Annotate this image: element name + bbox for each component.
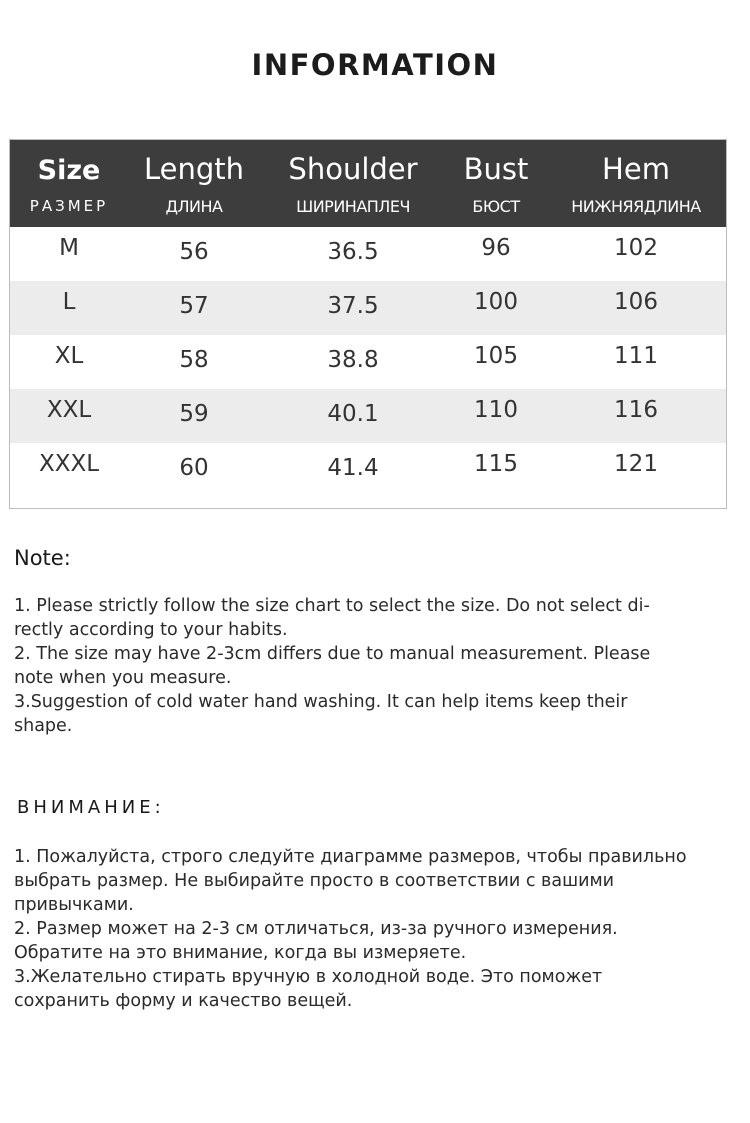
table-header bbox=[10, 140, 726, 227]
table-row bbox=[10, 443, 726, 508]
note-ru-text bbox=[14, 845, 729, 1013]
note-ru-line: 2. Размер может на 2-3 см отличаться, из-за ручного измерения. bbox=[14, 919, 618, 939]
note-ru-line: 1. Пожалуйста, строго следуйте диаграмме размеров, чтобы правильно bbox=[14, 847, 687, 867]
cell-hem: 121 bbox=[614, 451, 658, 477]
note-line: 1. Please strictly follow the size chart to select the size. Do not select di- bbox=[14, 596, 650, 616]
cell-hem: 102 bbox=[614, 235, 658, 261]
header-shoulder-en: Shoulder bbox=[288, 152, 418, 186]
header-size bbox=[10, 140, 128, 227]
cell-bust: 115 bbox=[474, 451, 518, 477]
header-bust-en: Bust bbox=[463, 152, 529, 186]
cell-length: 60 bbox=[179, 455, 209, 481]
header-bust-ru: БЮСТ bbox=[472, 197, 520, 216]
table-row bbox=[10, 281, 726, 335]
header-shoulder-ru: ШИРИНАПЛЕЧ bbox=[296, 197, 410, 216]
note-line: 2. The size may have 2-3cm differs due to manual measurement. Please bbox=[14, 644, 651, 664]
cell-length: 57 bbox=[179, 293, 209, 319]
note-ru-line: привычками. bbox=[14, 895, 134, 915]
note-text bbox=[14, 594, 714, 738]
cell-hem: 106 bbox=[614, 289, 658, 315]
table-row bbox=[10, 335, 726, 389]
cell-size: XL bbox=[54, 343, 84, 369]
note-ru-line: 3.Желательно стирать вручную в холодной воде. Это поможет bbox=[14, 967, 603, 987]
note-line: shape. bbox=[14, 716, 73, 736]
note-ru-line: Обратите на это внимание, когда вы измеряете. bbox=[14, 943, 467, 963]
cell-bust: 100 bbox=[474, 289, 518, 315]
cell-bust: 96 bbox=[481, 235, 511, 261]
header-hem-en: Hem bbox=[602, 152, 670, 186]
cell-bust: 105 bbox=[474, 343, 518, 369]
cell-shoulder: 37.5 bbox=[327, 293, 379, 319]
table-row bbox=[10, 389, 726, 443]
cell-length: 56 bbox=[179, 239, 209, 265]
cell-hem: 116 bbox=[614, 397, 658, 423]
note-line: note when you measure. bbox=[14, 668, 232, 688]
cell-size: XXL bbox=[46, 397, 92, 423]
cell-bust: 110 bbox=[474, 397, 518, 423]
note-line: rectly according to your habits. bbox=[14, 620, 288, 640]
header-bust bbox=[446, 140, 546, 227]
note-line: 3.Suggestion of cold water hand washing. It can help items keep their bbox=[14, 692, 628, 712]
note-heading: Note: bbox=[14, 546, 71, 570]
header-size-ru: РАЗМЕР bbox=[29, 197, 109, 215]
header-length bbox=[128, 140, 260, 227]
header-size-en: Size bbox=[37, 155, 101, 186]
cell-shoulder: 40.1 bbox=[327, 401, 379, 427]
cell-shoulder: 38.8 bbox=[327, 347, 379, 373]
cell-size: M bbox=[59, 235, 79, 261]
cell-length: 59 bbox=[179, 401, 209, 427]
cell-size: L bbox=[62, 289, 76, 315]
note-ru-heading: ВНИМАНИЕ: bbox=[17, 797, 165, 818]
header-length-ru: ДЛИНА bbox=[165, 197, 223, 216]
cell-shoulder: 36.5 bbox=[327, 239, 379, 265]
note-ru-line: выбрать размер. Не выбирайте просто в соответствии с вашими bbox=[14, 871, 615, 891]
header-shoulder bbox=[260, 140, 446, 227]
cell-size: XXXL bbox=[38, 451, 100, 477]
note-ru-line: сохранить форму и качество вещей. bbox=[14, 991, 353, 1011]
cell-hem: 111 bbox=[614, 343, 658, 369]
page-title: INFORMATION bbox=[251, 48, 499, 82]
size-chart-table bbox=[9, 139, 727, 509]
header-hem bbox=[546, 140, 726, 227]
cell-shoulder: 41.4 bbox=[327, 455, 379, 481]
header-hem-ru: НИЖНЯЯДЛИНА bbox=[571, 197, 701, 216]
cell-length: 58 bbox=[179, 347, 209, 373]
table-row bbox=[10, 227, 726, 281]
header-length-en: Length bbox=[143, 152, 245, 186]
